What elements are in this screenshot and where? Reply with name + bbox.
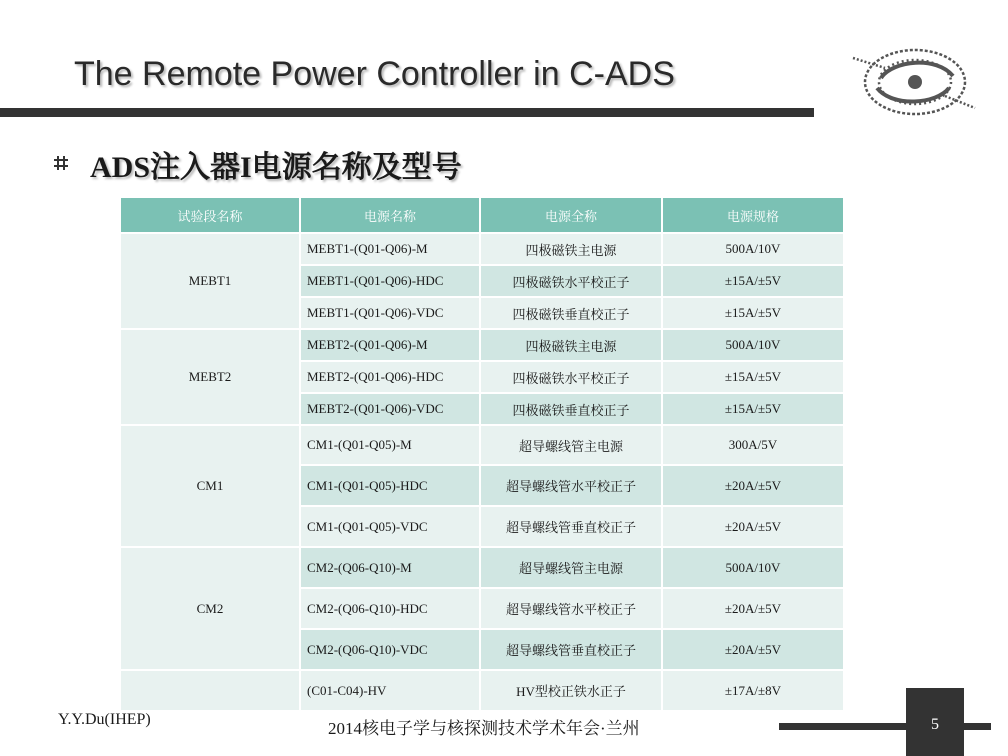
spec-cell: ±15A/±5V (662, 297, 844, 329)
supply-name-cell: (C01-C04)-HV (300, 670, 480, 711)
full-name-cell: 超导螺线管主电源 (480, 547, 662, 588)
group-cell-mebt2: MEBT2 (120, 329, 300, 425)
spec-cell: ±20A/±5V (662, 629, 844, 670)
group-cell-cm2: CM2 (120, 547, 300, 670)
table-row (120, 670, 844, 711)
full-name-cell: 四极磁铁垂直校正子 (480, 297, 662, 329)
supply-name-cell: MEBT1-(Q01-Q06)-HDC (300, 265, 480, 297)
table-header-row (120, 197, 844, 233)
power-supply-table (119, 196, 845, 712)
supply-name-cell: CM1-(Q01-Q05)-VDC (300, 506, 480, 547)
header-section: 试验段名称 (120, 197, 300, 233)
group-cell-mebt1: MEBT1 (120, 233, 300, 329)
table-row (120, 233, 844, 265)
full-name-cell: 四极磁铁主电源 (480, 329, 662, 361)
spec-cell: ±20A/±5V (662, 465, 844, 506)
section-heading: ADS注入器I电源名称及型号 (90, 151, 462, 184)
group-cell-empty (120, 670, 300, 711)
full-name-cell: 四极磁铁主电源 (480, 233, 662, 265)
full-name-cell: HV型校正铁水正子 (480, 670, 662, 711)
slide-title: The Remote Power Controller in C-ADS (74, 55, 675, 93)
spec-cell: ±20A/±5V (662, 588, 844, 629)
full-name-cell: 超导螺线管主电源 (480, 425, 662, 465)
supply-name-cell: CM1-(Q01-Q05)-M (300, 425, 480, 465)
full-name-cell: 四极磁铁垂直校正子 (480, 393, 662, 425)
footer-conference: 2014核电子学与核探测技术学术年会·兰州 (328, 719, 640, 738)
bullet-icon (54, 156, 68, 170)
page-number: 5 (931, 716, 939, 733)
supply-name-cell: MEBT2-(Q01-Q06)-HDC (300, 361, 480, 393)
group-cell-cm1: CM1 (120, 425, 300, 547)
table-row (120, 425, 844, 465)
spec-cell: ±15A/±5V (662, 393, 844, 425)
full-name-cell: 超导螺线管水平校正子 (480, 588, 662, 629)
spec-cell: 300A/5V (662, 425, 844, 465)
supply-name-cell: CM2-(Q06-Q10)-HDC (300, 588, 480, 629)
ihep-logo-icon (845, 38, 980, 122)
spec-cell: ±20A/±5V (662, 506, 844, 547)
header-supply-name: 电源名称 (300, 197, 480, 233)
spec-cell: ±15A/±5V (662, 265, 844, 297)
header-specification: 电源规格 (662, 197, 844, 233)
supply-name-cell: MEBT2-(Q01-Q06)-M (300, 329, 480, 361)
spec-cell: 500A/10V (662, 233, 844, 265)
full-name-cell: 超导螺线管水平校正子 (480, 465, 662, 506)
full-name-cell: 四极磁铁水平校正子 (480, 361, 662, 393)
full-name-cell: 超导螺线管垂直校正子 (480, 629, 662, 670)
full-name-cell: 四极磁铁水平校正子 (480, 265, 662, 297)
supply-name-cell: CM1-(Q01-Q05)-HDC (300, 465, 480, 506)
spec-cell: ±17A/±8V (662, 670, 844, 711)
supply-name-cell: MEBT2-(Q01-Q06)-VDC (300, 393, 480, 425)
header-full-name: 电源全称 (480, 197, 662, 233)
supply-name-cell: MEBT1-(Q01-Q06)-VDC (300, 297, 480, 329)
supply-name-cell: CM2-(Q06-Q10)-VDC (300, 629, 480, 670)
spec-cell: 500A/10V (662, 329, 844, 361)
spec-cell: ±15A/±5V (662, 361, 844, 393)
full-name-cell: 超导螺线管垂直校正子 (480, 506, 662, 547)
supply-name-cell: MEBT1-(Q01-Q06)-M (300, 233, 480, 265)
footer-author: Y.Y.Du(IHEP) (58, 711, 151, 728)
table-row (120, 329, 844, 361)
table-row (120, 547, 844, 588)
title-underline-bar (0, 108, 814, 117)
supply-name-cell: CM2-(Q06-Q10)-M (300, 547, 480, 588)
spec-cell: 500A/10V (662, 547, 844, 588)
